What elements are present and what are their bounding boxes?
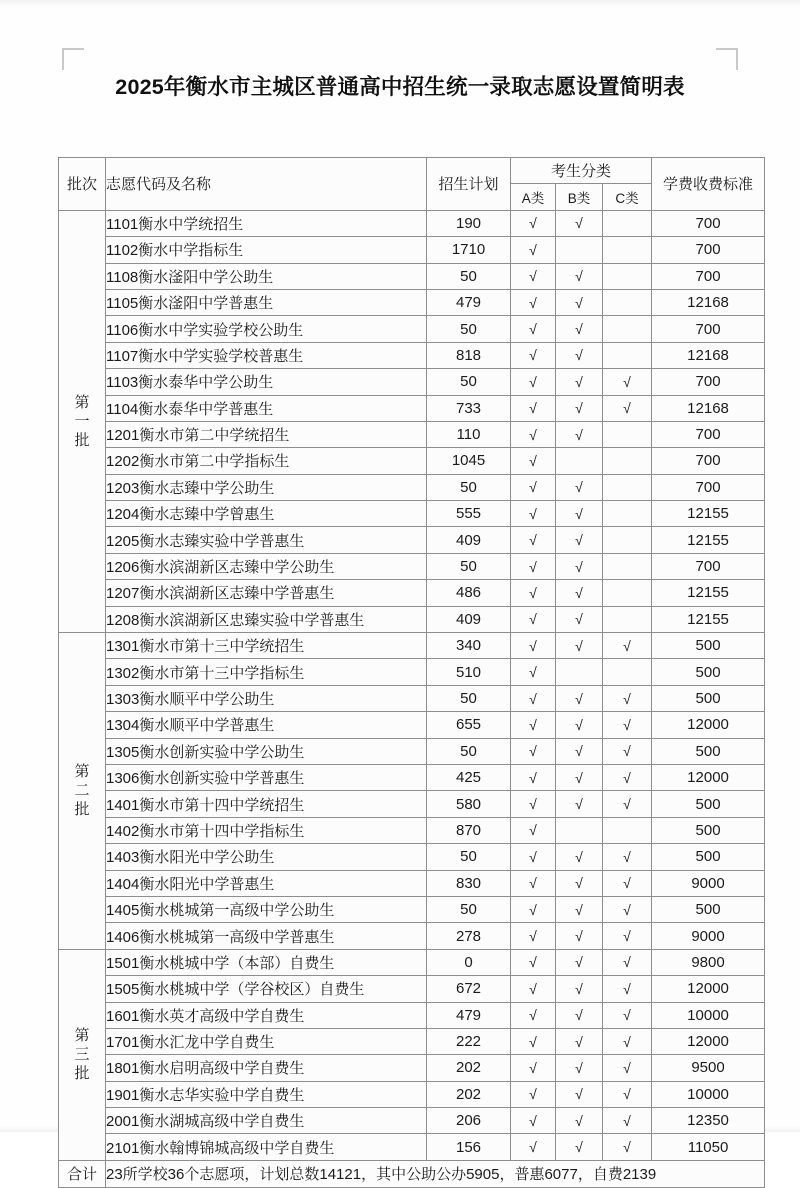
volunteer-name-cell: 1505衡水桃城中学（学谷校区）自费生 <box>106 976 427 1002</box>
category-b-cell: √ <box>556 896 603 922</box>
total-label: 合计 <box>59 1160 106 1187</box>
category-c-cell: √ <box>603 685 652 711</box>
table-row <box>59 1081 765 1107</box>
volunteer-name-cell: 1207衡水滨湖新区志臻中学普惠生 <box>106 580 427 606</box>
enrollment-plan-cell: 222 <box>427 1028 511 1054</box>
volunteer-name-cell: 1501衡水桃城中学（本部）自费生 <box>106 949 427 975</box>
tuition-fee-cell: 700 <box>652 553 765 579</box>
tuition-fee-cell: 12000 <box>652 976 765 1002</box>
tuition-fee-cell: 500 <box>652 896 765 922</box>
category-a-cell: √ <box>511 474 556 500</box>
tuition-fee-cell: 700 <box>652 448 765 474</box>
tuition-fee-cell: 500 <box>652 817 765 843</box>
enrollment-plan-cell: 733 <box>427 395 511 421</box>
tuition-fee-cell: 700 <box>652 237 765 263</box>
table-row <box>59 263 765 289</box>
column-header-category-a: A类 <box>511 184 556 210</box>
category-c-cell: √ <box>603 923 652 949</box>
volunteer-name-cell: 1406衡水桃城第一高级中学普惠生 <box>106 923 427 949</box>
category-b-cell: √ <box>556 474 603 500</box>
column-header-batch: 批次 <box>59 158 106 211</box>
table-row <box>59 844 765 870</box>
tuition-fee-cell: 10000 <box>652 1081 765 1107</box>
tuition-fee-cell: 500 <box>652 738 765 764</box>
enrollment-plan-cell: 870 <box>427 817 511 843</box>
volunteer-name-cell: 1303衡水顺平中学公助生 <box>106 685 427 711</box>
enrollment-plan-cell: 409 <box>427 527 511 553</box>
category-a-cell: √ <box>511 817 556 843</box>
category-c-cell: √ <box>603 844 652 870</box>
volunteer-name-cell: 1601衡水英才高级中学自费生 <box>106 1002 427 1028</box>
table-row <box>59 685 765 711</box>
table-row <box>59 976 765 1002</box>
category-c-cell: √ <box>603 791 652 817</box>
category-a-cell: √ <box>511 448 556 474</box>
category-b-cell: √ <box>556 369 603 395</box>
volunteer-name-cell: 1701衡水汇龙中学自费生 <box>106 1028 427 1054</box>
table-row <box>59 553 765 579</box>
volunteer-name-cell: 2001衡水湖城高级中学自费生 <box>106 1108 427 1134</box>
category-c-cell <box>603 237 652 263</box>
enrollment-plan-cell: 409 <box>427 606 511 632</box>
category-a-cell: √ <box>511 976 556 1002</box>
table-row <box>59 896 765 922</box>
header-row-primary <box>59 158 765 184</box>
volunteer-name-cell: 1104衡水泰华中学普惠生 <box>106 395 427 421</box>
table-row <box>59 474 765 500</box>
volunteer-name-cell: 1101衡水中学统招生 <box>106 210 427 236</box>
enrollment-plan-cell: 50 <box>427 685 511 711</box>
category-c-cell: √ <box>603 1002 652 1028</box>
tuition-fee-cell: 12155 <box>652 580 765 606</box>
category-c-cell <box>603 263 652 289</box>
category-a-cell: √ <box>511 1081 556 1107</box>
volunteer-name-cell: 1205衡水志臻实验中学普惠生 <box>106 527 427 553</box>
category-c-cell: √ <box>603 1055 652 1081</box>
category-b-cell: √ <box>556 606 603 632</box>
category-c-cell: √ <box>603 1108 652 1134</box>
tuition-fee-cell: 500 <box>652 685 765 711</box>
volunteer-name-cell: 1107衡水中学实验学校普惠生 <box>106 342 427 368</box>
category-c-cell <box>603 817 652 843</box>
category-a-cell: √ <box>511 1055 556 1081</box>
volunteer-name-cell: 1901衡水志华实验中学自费生 <box>106 1081 427 1107</box>
volunteer-name-cell: 1301衡水市第十三中学统招生 <box>106 633 427 659</box>
column-header-candidate-category: 考生分类 <box>511 158 652 184</box>
enrollment-plan-cell: 156 <box>427 1134 511 1160</box>
category-a-cell: √ <box>511 237 556 263</box>
tuition-fee-cell: 12000 <box>652 712 765 738</box>
category-a-cell: √ <box>511 289 556 315</box>
category-b-cell <box>556 237 603 263</box>
category-c-cell: √ <box>603 395 652 421</box>
category-c-cell <box>603 342 652 368</box>
enrollment-plan-cell: 818 <box>427 342 511 368</box>
tuition-fee-cell: 9000 <box>652 923 765 949</box>
total-row <box>59 1160 765 1187</box>
category-a-cell: √ <box>511 1134 556 1160</box>
category-c-cell <box>603 289 652 315</box>
volunteer-name-cell: 1103衡水泰华中学公助生 <box>106 369 427 395</box>
category-c-cell <box>603 553 652 579</box>
column-header-tuition-standard: 学费收费标准 <box>652 158 765 211</box>
tuition-fee-cell: 12155 <box>652 501 765 527</box>
category-c-cell: √ <box>603 738 652 764</box>
volunteer-name-cell: 1106衡水中学实验学校公助生 <box>106 316 427 342</box>
tuition-fee-cell: 700 <box>652 369 765 395</box>
category-b-cell: √ <box>556 1028 603 1054</box>
tuition-fee-cell: 500 <box>652 633 765 659</box>
table-row <box>59 289 765 315</box>
tuition-fee-cell: 12168 <box>652 289 765 315</box>
enrollment-plan-cell: 202 <box>427 1081 511 1107</box>
category-c-cell <box>603 580 652 606</box>
category-c-cell: √ <box>603 633 652 659</box>
category-b-cell: √ <box>556 633 603 659</box>
category-a-cell: √ <box>511 896 556 922</box>
category-a-cell: √ <box>511 791 556 817</box>
category-c-cell <box>603 421 652 447</box>
tuition-fee-cell: 12168 <box>652 342 765 368</box>
category-a-cell: √ <box>511 553 556 579</box>
column-header-category-c: C类 <box>603 184 652 210</box>
batch-label: 第二批 <box>74 763 90 819</box>
enrollment-plan-cell: 672 <box>427 976 511 1002</box>
table-row <box>59 395 765 421</box>
category-c-cell <box>603 448 652 474</box>
enrollment-plan-cell: 50 <box>427 369 511 395</box>
category-c-cell: √ <box>603 712 652 738</box>
category-a-cell: √ <box>511 210 556 236</box>
enrollment-plan-cell: 202 <box>427 1055 511 1081</box>
category-a-cell: √ <box>511 949 556 975</box>
tuition-fee-cell: 700 <box>652 263 765 289</box>
volunteer-name-cell: 1204衡水志臻中学曾惠生 <box>106 501 427 527</box>
tuition-fee-cell: 12155 <box>652 606 765 632</box>
category-b-cell: √ <box>556 421 603 447</box>
category-a-cell: √ <box>511 421 556 447</box>
category-c-cell <box>603 606 652 632</box>
enrollment-plan-cell: 50 <box>427 738 511 764</box>
volunteer-name-cell: 1401衡水市第十四中学统招生 <box>106 791 427 817</box>
volunteer-name-cell: 1801衡水启明高级中学自费生 <box>106 1055 427 1081</box>
enrollment-plan-cell: 830 <box>427 870 511 896</box>
category-b-cell: √ <box>556 289 603 315</box>
category-b-cell: √ <box>556 870 603 896</box>
category-c-cell: √ <box>603 369 652 395</box>
category-c-cell: √ <box>603 949 652 975</box>
tuition-fee-cell: 500 <box>652 791 765 817</box>
category-a-cell: √ <box>511 844 556 870</box>
admission-table-container <box>58 157 754 1188</box>
category-b-cell: √ <box>556 527 603 553</box>
category-b-cell: √ <box>556 316 603 342</box>
batch-label-cell <box>59 633 106 950</box>
tuition-fee-cell: 9000 <box>652 870 765 896</box>
category-c-cell <box>603 210 652 236</box>
category-c-cell: √ <box>603 976 652 1002</box>
tuition-fee-cell: 10000 <box>652 1002 765 1028</box>
volunteer-name-cell: 1203衡水志臻中学公助生 <box>106 474 427 500</box>
table-row <box>59 342 765 368</box>
category-b-cell: √ <box>556 342 603 368</box>
table-row <box>59 633 765 659</box>
volunteer-name-cell: 1108衡水滏阳中学公助生 <box>106 263 427 289</box>
category-a-cell: √ <box>511 923 556 949</box>
tuition-fee-cell: 12350 <box>652 1108 765 1134</box>
category-c-cell: √ <box>603 764 652 790</box>
enrollment-plan-cell: 425 <box>427 764 511 790</box>
tuition-fee-cell: 9500 <box>652 1055 765 1081</box>
page-top-edge-shadow <box>0 0 800 6</box>
category-b-cell: √ <box>556 976 603 1002</box>
tuition-fee-cell: 11050 <box>652 1134 765 1160</box>
category-a-cell: √ <box>511 764 556 790</box>
volunteer-name-cell: 1304衡水顺平中学普惠生 <box>106 712 427 738</box>
enrollment-plan-cell: 278 <box>427 923 511 949</box>
category-b-cell: √ <box>556 791 603 817</box>
table-row <box>59 1002 765 1028</box>
table-row <box>59 1055 765 1081</box>
category-c-cell: √ <box>603 1081 652 1107</box>
category-b-cell: √ <box>556 263 603 289</box>
category-a-cell: √ <box>511 712 556 738</box>
category-a-cell: √ <box>511 501 556 527</box>
tuition-fee-cell: 12155 <box>652 527 765 553</box>
batch-label-cell <box>59 210 106 632</box>
category-b-cell: √ <box>556 553 603 579</box>
tuition-fee-cell: 500 <box>652 844 765 870</box>
volunteer-name-cell: 1102衡水中学指标生 <box>106 237 427 263</box>
enrollment-plan-cell: 479 <box>427 1002 511 1028</box>
table-row <box>59 1028 765 1054</box>
table-header <box>59 158 765 211</box>
category-a-cell: √ <box>511 1108 556 1134</box>
volunteer-name-cell: 1208衡水滨湖新区忠臻实验中学普惠生 <box>106 606 427 632</box>
category-c-cell: √ <box>603 1134 652 1160</box>
category-a-cell: √ <box>511 685 556 711</box>
tuition-fee-cell: 700 <box>652 210 765 236</box>
category-b-cell: √ <box>556 1108 603 1134</box>
table-row <box>59 870 765 896</box>
category-a-cell: √ <box>511 369 556 395</box>
volunteer-name-cell: 1404衡水阳光中学普惠生 <box>106 870 427 896</box>
enrollment-plan-cell: 555 <box>427 501 511 527</box>
tuition-fee-cell: 9800 <box>652 949 765 975</box>
page-title: 2025年衡水市主城区普通高中招生统一录取志愿设置简明表 <box>115 75 685 99</box>
category-a-cell: √ <box>511 606 556 632</box>
table-row <box>59 369 765 395</box>
admission-plan-table <box>58 157 765 1188</box>
category-c-cell: √ <box>603 896 652 922</box>
tuition-fee-cell: 700 <box>652 316 765 342</box>
category-b-cell: √ <box>556 210 603 236</box>
enrollment-plan-cell: 580 <box>427 791 511 817</box>
category-a-cell: √ <box>511 527 556 553</box>
batch-label-cell <box>59 949 106 1160</box>
volunteer-name-cell: 1201衡水市第二中学统招生 <box>106 421 427 447</box>
enrollment-plan-cell: 1710 <box>427 237 511 263</box>
table-row <box>59 738 765 764</box>
enrollment-plan-cell: 50 <box>427 316 511 342</box>
table-row <box>59 1134 765 1160</box>
category-c-cell: √ <box>603 870 652 896</box>
table-row <box>59 949 765 975</box>
category-a-cell: √ <box>511 316 556 342</box>
table-row <box>59 817 765 843</box>
table-row <box>59 1108 765 1134</box>
batch-label: 第三批 <box>74 1027 90 1083</box>
category-b-cell: √ <box>556 738 603 764</box>
table-row <box>59 210 765 236</box>
category-a-cell: √ <box>511 1028 556 1054</box>
volunteer-name-cell: 1105衡水滏阳中学普惠生 <box>106 289 427 315</box>
category-a-cell: √ <box>511 263 556 289</box>
category-b-cell <box>556 448 603 474</box>
category-a-cell: √ <box>511 870 556 896</box>
enrollment-plan-cell: 486 <box>427 580 511 606</box>
table-row <box>59 712 765 738</box>
volunteer-name-cell: 1206衡水滨湖新区志臻中学公助生 <box>106 553 427 579</box>
category-b-cell: √ <box>556 764 603 790</box>
enrollment-plan-cell: 50 <box>427 474 511 500</box>
category-b-cell: √ <box>556 923 603 949</box>
table-row <box>59 764 765 790</box>
table-body <box>59 210 765 1160</box>
volunteer-name-cell: 1403衡水阳光中学公助生 <box>106 844 427 870</box>
category-c-cell <box>603 501 652 527</box>
category-c-cell: √ <box>603 1028 652 1054</box>
tuition-fee-cell: 700 <box>652 474 765 500</box>
volunteer-name-cell: 1302衡水市第十三中学指标生 <box>106 659 427 685</box>
batch-label: 第一批 <box>74 393 90 449</box>
enrollment-plan-cell: 206 <box>427 1108 511 1134</box>
category-b-cell: √ <box>556 844 603 870</box>
enrollment-plan-cell: 50 <box>427 263 511 289</box>
enrollment-plan-cell: 50 <box>427 896 511 922</box>
category-b-cell: √ <box>556 501 603 527</box>
category-a-cell: √ <box>511 738 556 764</box>
category-a-cell: √ <box>511 659 556 685</box>
category-c-cell <box>603 474 652 500</box>
tuition-fee-cell: 12000 <box>652 1028 765 1054</box>
table-row <box>59 606 765 632</box>
volunteer-name-cell: 1202衡水市第二中学指标生 <box>106 448 427 474</box>
table-row <box>59 791 765 817</box>
category-b-cell: √ <box>556 1134 603 1160</box>
category-b-cell: √ <box>556 949 603 975</box>
table-row <box>59 501 765 527</box>
enrollment-plan-cell: 655 <box>427 712 511 738</box>
enrollment-plan-cell: 50 <box>427 553 511 579</box>
category-b-cell: √ <box>556 395 603 421</box>
volunteer-name-cell: 1306衡水创新实验中学普惠生 <box>106 764 427 790</box>
enrollment-plan-cell: 1045 <box>427 448 511 474</box>
table-row <box>59 580 765 606</box>
category-a-cell: √ <box>511 633 556 659</box>
category-b-cell: √ <box>556 580 603 606</box>
column-header-enrollment-plan: 招生计划 <box>427 158 511 211</box>
enrollment-plan-cell: 510 <box>427 659 511 685</box>
category-b-cell <box>556 817 603 843</box>
category-b-cell <box>556 659 603 685</box>
table-row <box>59 421 765 447</box>
category-a-cell: √ <box>511 1002 556 1028</box>
category-c-cell <box>603 527 652 553</box>
tuition-fee-cell: 12168 <box>652 395 765 421</box>
volunteer-name-cell: 2101衡水翰博锦城高级中学自费生 <box>106 1134 427 1160</box>
table-row <box>59 659 765 685</box>
volunteer-name-cell: 1405衡水桃城第一高级中学公助生 <box>106 896 427 922</box>
tuition-fee-cell: 500 <box>652 659 765 685</box>
volunteer-name-cell: 1402衡水市第十四中学指标生 <box>106 817 427 843</box>
enrollment-plan-cell: 110 <box>427 421 511 447</box>
category-a-cell: √ <box>511 580 556 606</box>
category-b-cell: √ <box>556 1055 603 1081</box>
enrollment-plan-cell: 340 <box>427 633 511 659</box>
category-b-cell: √ <box>556 1002 603 1028</box>
table-row <box>59 527 765 553</box>
tuition-fee-cell: 700 <box>652 421 765 447</box>
table-row <box>59 923 765 949</box>
enrollment-plan-cell: 479 <box>427 289 511 315</box>
column-header-category-b: B类 <box>556 184 603 210</box>
category-b-cell: √ <box>556 712 603 738</box>
volunteer-name-cell: 1305衡水创新实验中学公助生 <box>106 738 427 764</box>
column-header-volunteer-code-name: 志愿代码及名称 <box>106 158 427 211</box>
enrollment-plan-cell: 50 <box>427 844 511 870</box>
table-row <box>59 448 765 474</box>
enrollment-plan-cell: 190 <box>427 210 511 236</box>
category-a-cell: √ <box>511 395 556 421</box>
enrollment-plan-cell: 0 <box>427 949 511 975</box>
table-row <box>59 316 765 342</box>
category-c-cell <box>603 659 652 685</box>
tuition-fee-cell: 12000 <box>652 764 765 790</box>
category-a-cell: √ <box>511 342 556 368</box>
total-summary-text: 23所学校36个志愿项，计划总数14121，其中公助公办5905，普惠6077，自费2139 <box>106 1160 765 1187</box>
category-c-cell <box>603 316 652 342</box>
table-row <box>59 237 765 263</box>
table-footer <box>59 1160 765 1187</box>
category-b-cell: √ <box>556 1081 603 1107</box>
category-b-cell: √ <box>556 685 603 711</box>
